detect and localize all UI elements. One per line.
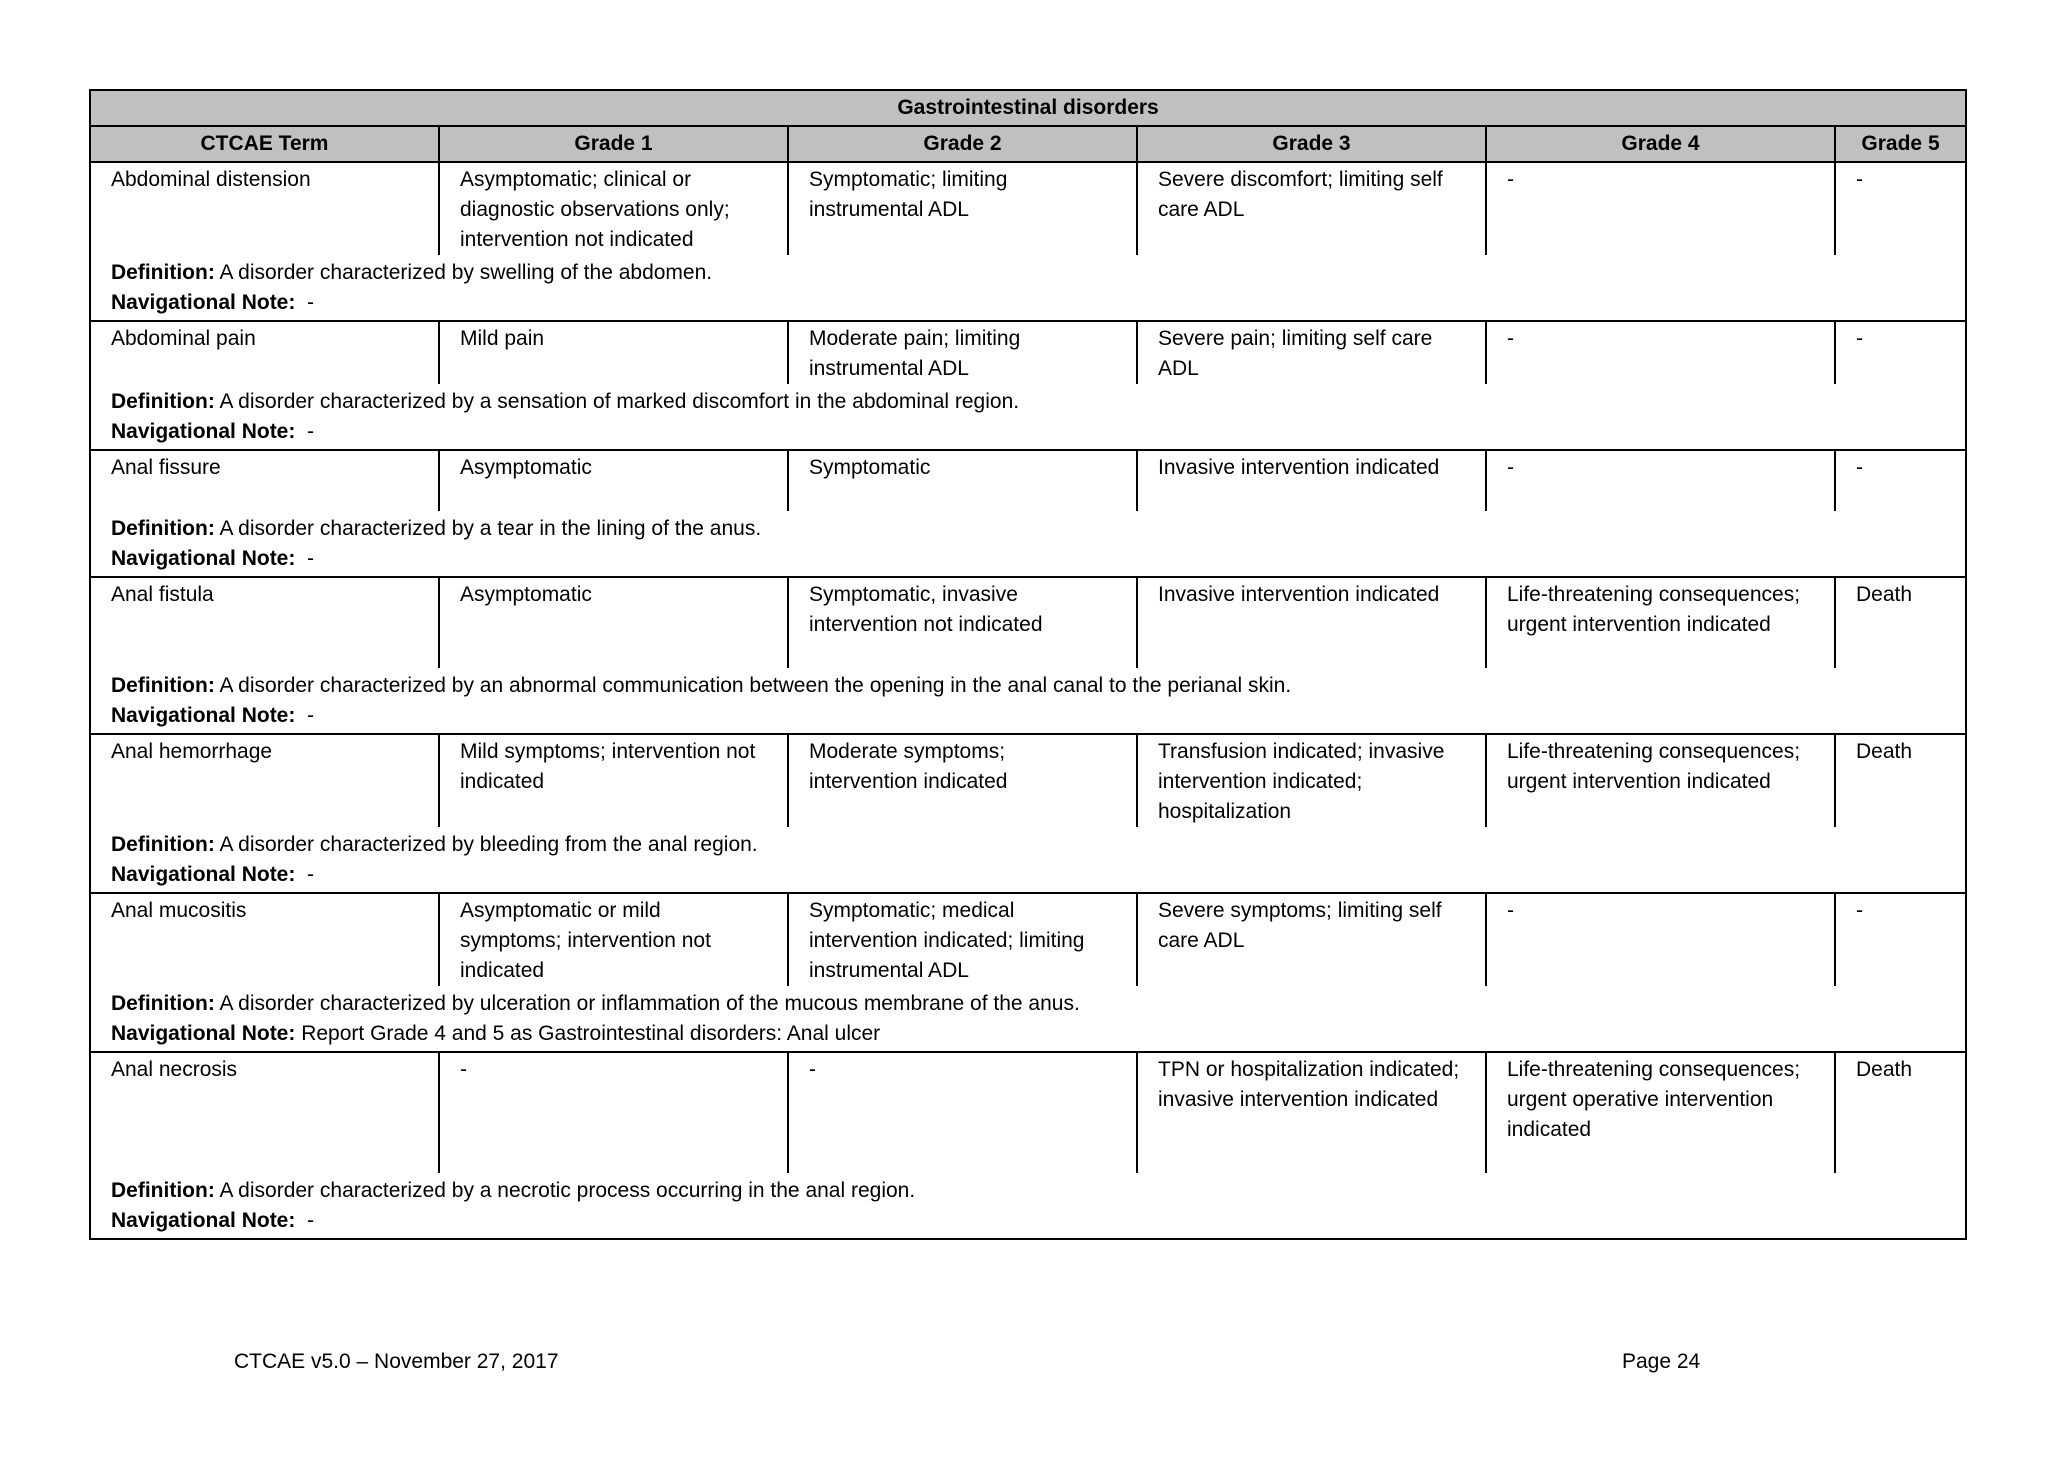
- definition-label: Definition:: [111, 992, 215, 1015]
- grade-3-cell: Invasive intervention indicated: [1137, 577, 1486, 668]
- term-cell: Anal mucositis: [90, 893, 439, 986]
- grade-4-cell: Life-threatening consequences; urgent operative intervention indicated: [1486, 1052, 1835, 1173]
- definition-row: [90, 384, 1966, 417]
- grade-5-cell: -: [1835, 162, 1966, 255]
- grade-5-cell: Death: [1835, 1052, 1966, 1173]
- grade-5-cell: -: [1835, 321, 1966, 384]
- grade-4-cell: -: [1486, 162, 1835, 255]
- nav-note-text: -: [307, 704, 315, 727]
- definition-row: [90, 668, 1966, 701]
- grade-5-cell: -: [1835, 450, 1966, 511]
- definition-text: A disorder characterized by an abnormal communication between the opening in the anal canal to the perianal skin.: [219, 674, 1292, 697]
- grade-1-cell: Asymptomatic or mild symptoms; intervention not indicated: [439, 893, 788, 986]
- navigational-note: [90, 1019, 1966, 1052]
- nav-note-label: Navigational Note:: [111, 547, 296, 570]
- grade-4-cell: Life-threatening consequences; urgent intervention indicated: [1486, 577, 1835, 668]
- grade-2-cell: Moderate symptoms; intervention indicated: [788, 734, 1137, 827]
- definition-label: Definition:: [111, 517, 215, 540]
- definition: [90, 827, 1966, 860]
- grade-1-cell: Asymptomatic; clinical or diagnostic observations only; intervention not indicated: [439, 162, 788, 255]
- grade-5-cell: Death: [1835, 734, 1966, 827]
- definition: [90, 384, 1966, 417]
- table-title: Gastrointestinal disorders: [90, 90, 1966, 126]
- header-grade-4: Grade 4: [1486, 126, 1835, 162]
- table-row: [90, 893, 1966, 986]
- grade-1-cell: Asymptomatic: [439, 450, 788, 511]
- nav-note-row: [90, 860, 1966, 893]
- navigational-note: [90, 288, 1966, 321]
- grade-2-cell: Symptomatic: [788, 450, 1137, 511]
- footer-version-date: CTCAE v5.0 – November 27, 2017: [234, 1350, 559, 1373]
- nav-note-row: [90, 288, 1966, 321]
- nav-note-label: Navigational Note:: [111, 863, 296, 886]
- term-cell: Anal fistula: [90, 577, 439, 668]
- definition-label: Definition:: [111, 833, 215, 856]
- nav-note-label: Navigational Note:: [111, 1209, 296, 1232]
- nav-note-text: -: [307, 420, 315, 443]
- nav-note-text: -: [307, 863, 315, 886]
- definition-text: A disorder characterized by swelling of the abdomen.: [219, 261, 713, 284]
- grade-4-cell: -: [1486, 321, 1835, 384]
- header-grade-5: Grade 5: [1835, 126, 1966, 162]
- header-grade-1: Grade 1: [439, 126, 788, 162]
- definition-row: [90, 255, 1966, 288]
- grade-2-cell: -: [788, 1052, 1137, 1173]
- grade-2-cell: Symptomatic; limiting instrumental ADL: [788, 162, 1137, 255]
- navigational-note: [90, 544, 1966, 577]
- header-grade-3: Grade 3: [1137, 126, 1486, 162]
- term-cell: Anal necrosis: [90, 1052, 439, 1173]
- grade-3-cell: TPN or hospitalization indicated; invasive intervention indicated: [1137, 1052, 1486, 1173]
- definition: [90, 1173, 1966, 1206]
- grade-1-cell: -: [439, 1052, 788, 1173]
- nav-note-label: Navigational Note:: [111, 291, 296, 314]
- grade-3-cell: Transfusion indicated; invasive intervention indicated; hospitalization: [1137, 734, 1486, 827]
- definition-row: [90, 986, 1966, 1019]
- table-row: [90, 734, 1966, 827]
- header-grade-2: Grade 2: [788, 126, 1137, 162]
- table-row: [90, 577, 1966, 668]
- table-row: [90, 450, 1966, 511]
- navigational-note: [90, 1206, 1966, 1239]
- ctcae-table: [89, 89, 1967, 1240]
- grade-1-cell: Asymptomatic: [439, 577, 788, 668]
- grade-1-cell: Mild symptoms; intervention not indicated: [439, 734, 788, 827]
- definition-label: Definition:: [111, 674, 215, 697]
- navigational-note: [90, 701, 1966, 734]
- nav-note-text: -: [307, 547, 315, 570]
- grade-3-cell: Invasive intervention indicated: [1137, 450, 1486, 511]
- definition: [90, 668, 1966, 701]
- definition: [90, 511, 1966, 544]
- definition-text: A disorder characterized by a tear in the lining of the anus.: [219, 517, 762, 540]
- nav-note-text: -: [307, 1209, 315, 1232]
- nav-note-label: Navigational Note:: [111, 1022, 296, 1045]
- header-ctcae-term: CTCAE Term: [90, 126, 439, 162]
- definition-row: [90, 827, 1966, 860]
- definition-text: A disorder characterized by a necrotic process occurring in the anal region.: [219, 1179, 916, 1202]
- term-cell: Anal fissure: [90, 450, 439, 511]
- table-row: [90, 321, 1966, 384]
- grade-2-cell: Moderate pain; limiting instrumental ADL: [788, 321, 1137, 384]
- definition-text: A disorder characterized by a sensation of marked discomfort in the abdominal region.: [219, 390, 1020, 413]
- grade-5-cell: Death: [1835, 577, 1966, 668]
- definition-label: Definition:: [111, 1179, 215, 1202]
- nav-note-row: [90, 1206, 1966, 1239]
- nav-note-row: [90, 544, 1966, 577]
- table-row: [90, 1052, 1966, 1173]
- grade-2-cell: Symptomatic, invasive intervention not indicated: [788, 577, 1137, 668]
- nav-note-row: [90, 417, 1966, 450]
- definition-row: [90, 511, 1966, 544]
- grade-5-cell: -: [1835, 893, 1966, 986]
- definition: [90, 986, 1966, 1019]
- grade-4-cell: -: [1486, 450, 1835, 511]
- navigational-note: [90, 860, 1966, 893]
- navigational-note: [90, 417, 1966, 450]
- grade-2-cell: Symptomatic; medical intervention indicated; limiting instrumental ADL: [788, 893, 1137, 986]
- table-row: [90, 162, 1966, 255]
- grade-4-cell: -: [1486, 893, 1835, 986]
- definition: [90, 255, 1966, 288]
- term-cell: Abdominal distension: [90, 162, 439, 255]
- footer-page-number: Page 24: [1622, 1350, 1701, 1373]
- grade-1-cell: Mild pain: [439, 321, 788, 384]
- nav-note-row: [90, 701, 1966, 734]
- term-cell: Anal hemorrhage: [90, 734, 439, 827]
- grade-4-cell: Life-threatening consequences; urgent intervention indicated: [1486, 734, 1835, 827]
- definition-label: Definition:: [111, 390, 215, 413]
- term-cell: Abdominal pain: [90, 321, 439, 384]
- definition-label: Definition:: [111, 261, 215, 284]
- grade-3-cell: Severe pain; limiting self care ADL: [1137, 321, 1486, 384]
- nav-note-label: Navigational Note:: [111, 704, 296, 727]
- grade-3-cell: Severe symptoms; limiting self care ADL: [1137, 893, 1486, 986]
- nav-note-label: Navigational Note:: [111, 420, 296, 443]
- definition-row: [90, 1173, 1966, 1206]
- definition-text: A disorder characterized by bleeding from the anal region.: [219, 833, 758, 856]
- nav-note-text: -: [307, 291, 315, 314]
- nav-note-row: [90, 1019, 1966, 1052]
- nav-note-text: Report Grade 4 and 5 as Gastrointestinal disorders: Anal ulcer: [301, 1022, 881, 1045]
- definition-text: A disorder characterized by ulceration or inflammation of the mucous membrane of the anus.: [219, 992, 1080, 1015]
- grade-3-cell: Severe discomfort; limiting self care ADL: [1137, 162, 1486, 255]
